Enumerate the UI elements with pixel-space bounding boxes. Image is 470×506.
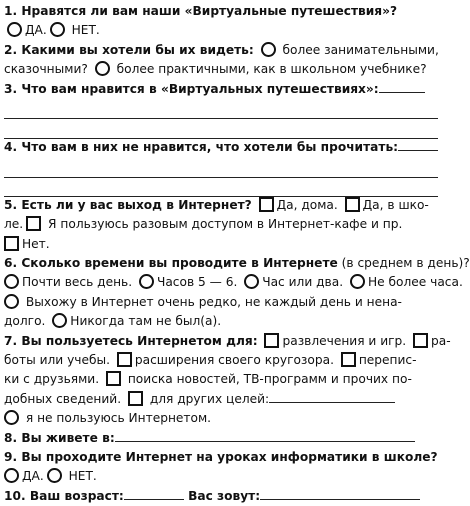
q6-never-label: Никогда там не был(а). bbox=[70, 314, 222, 329]
q7-chat-label-a: перепис- bbox=[358, 353, 417, 368]
q7-chat-checkbox[interactable] bbox=[341, 352, 356, 367]
q4-answer-line-2[interactable] bbox=[4, 177, 438, 197]
q7-line-5 bbox=[4, 409, 438, 428]
q10-line bbox=[4, 487, 438, 506]
q5-school-label-a: Да, в шко- bbox=[362, 197, 429, 212]
q3-line bbox=[4, 80, 438, 99]
q6-lt1h-radio[interactable] bbox=[350, 274, 365, 289]
q6-5-6h-label: Часов 5 — 6. bbox=[156, 275, 238, 290]
q2-option2-radio[interactable] bbox=[95, 61, 110, 76]
q2-line-1 bbox=[4, 41, 438, 60]
q5-cafe-checkbox[interactable] bbox=[26, 216, 41, 231]
q7-fun-label: развлечения и игр. bbox=[282, 333, 407, 348]
q6-allday-label: Почти весь день. bbox=[22, 275, 133, 290]
q7-fun-checkbox[interactable] bbox=[264, 333, 279, 348]
q7-none-label: я не пользуюсь Интернетом. bbox=[25, 411, 212, 426]
q7-outlook-label: расширения своего кругозора. bbox=[134, 353, 334, 368]
q7-other-label: для других целей: bbox=[149, 391, 270, 406]
q1-no-radio[interactable] bbox=[50, 22, 65, 37]
q7-work-checkbox[interactable] bbox=[413, 333, 428, 348]
q6-note: (в среднем в день)? bbox=[341, 256, 470, 271]
q10-age-field[interactable] bbox=[124, 499, 184, 500]
q5-cafe-label: Я пользуюсь разовым доступом в Интернет-кафе и пр. bbox=[48, 217, 403, 232]
q6-rarely-label-b: долго. bbox=[4, 314, 46, 329]
q2-option1-label-b: сказочными? bbox=[4, 62, 88, 77]
q5-school-label-b: ле. bbox=[4, 217, 24, 232]
q7-news-checkbox[interactable] bbox=[106, 371, 121, 386]
q2-question: 2. Какими вы хотели бы их видеть: bbox=[4, 42, 254, 57]
q6-line-1 bbox=[4, 254, 470, 273]
q9-yes-radio[interactable] bbox=[4, 468, 19, 483]
q5-no-label: Нет. bbox=[22, 236, 50, 251]
q6-1-2h-label: Час или два. bbox=[262, 275, 344, 290]
q3-answer-line-1[interactable] bbox=[4, 99, 438, 119]
q8-question: 8. Вы живете в: bbox=[4, 430, 115, 445]
q2-line-2 bbox=[4, 60, 438, 79]
q6-rarely-label-a: Выхожу в Интернет очень редко, не каждый день и нена- bbox=[25, 294, 402, 309]
q7-line-4 bbox=[4, 390, 438, 409]
q4-question: 4. Что вам в них не нравится, что хотели бы прочитать: bbox=[4, 139, 399, 154]
q5-line-2 bbox=[4, 215, 438, 234]
q2-option2-label: более практичными, как в школьном учебнике? bbox=[116, 62, 427, 77]
q1-answers bbox=[4, 21, 438, 40]
q5-question: 5. Есть ли у вас выход в Интернет? bbox=[4, 197, 252, 212]
q6-1-2h-radio[interactable] bbox=[244, 274, 259, 289]
q7-outlook-checkbox[interactable] bbox=[117, 352, 132, 367]
q5-line-1 bbox=[4, 196, 438, 215]
q4-answer-line-1[interactable] bbox=[4, 157, 438, 177]
q3-answer-line-2[interactable] bbox=[4, 118, 438, 138]
q9-no-radio[interactable] bbox=[47, 468, 62, 483]
q6-rarely-radio[interactable] bbox=[4, 294, 19, 309]
q3-answer-field[interactable] bbox=[379, 92, 425, 93]
q9-no-label: НЕТ. bbox=[68, 469, 97, 484]
q5-home-checkbox[interactable] bbox=[259, 197, 274, 212]
q9-answers bbox=[4, 467, 438, 486]
q7-news-label-a: поиска новостей, ТВ-программ и прочих по- bbox=[127, 372, 412, 387]
q10-name-field[interactable] bbox=[260, 499, 420, 500]
q1-question: 1. Нравятся ли вам наши «Виртуальные путешествия»? bbox=[4, 4, 398, 18]
q6-question: 6. Сколько времени вы проводите в Интернете bbox=[4, 256, 338, 271]
q9-yes-label: ДА. bbox=[22, 469, 44, 484]
q9-question: 9. Вы проходите Интернет на уроках информатики в школе? bbox=[4, 449, 438, 464]
q6-5-6h-radio[interactable] bbox=[139, 274, 154, 289]
q7-chat-label-b: ки с друзьями. bbox=[4, 372, 100, 387]
q8-city-field[interactable] bbox=[115, 441, 415, 442]
q7-line-2 bbox=[4, 351, 438, 370]
q5-no-checkbox[interactable] bbox=[4, 236, 19, 251]
q6-line-4 bbox=[4, 312, 438, 331]
q2-option1-radio[interactable] bbox=[261, 42, 276, 57]
q7-line-3 bbox=[4, 370, 438, 389]
q7-news-label-b: добных сведений. bbox=[4, 391, 122, 406]
q6-allday-radio[interactable] bbox=[4, 274, 19, 289]
q2-option1-label-a: более занимательными, bbox=[282, 42, 439, 57]
q1-no-label: НЕТ. bbox=[71, 23, 100, 38]
q8-line bbox=[4, 429, 438, 448]
q1-yes-label: ДА. bbox=[25, 23, 47, 38]
q6-line-2 bbox=[4, 273, 463, 292]
q7-other-checkbox[interactable] bbox=[128, 391, 143, 406]
q4-line bbox=[4, 138, 438, 157]
q10-name-label: Вас зовут: bbox=[188, 488, 261, 503]
q1-yes-radio[interactable] bbox=[7, 22, 22, 37]
q7-line-1 bbox=[4, 332, 451, 351]
q5-home-label: Да, дома. bbox=[276, 197, 338, 212]
q6-line-3 bbox=[4, 293, 438, 312]
q4-answer-field[interactable] bbox=[398, 150, 438, 151]
q7-work-label-b: боты или учебы. bbox=[4, 353, 110, 368]
q6-never-radio[interactable] bbox=[52, 313, 67, 328]
q7-other-field[interactable] bbox=[269, 402, 395, 403]
q10-question: 10. Ваш возраст: bbox=[4, 488, 124, 503]
q5-school-checkbox[interactable] bbox=[345, 197, 360, 212]
q5-line-3 bbox=[4, 235, 438, 254]
q7-none-radio[interactable] bbox=[4, 410, 19, 425]
q3-question: 3. Что вам нравится в «Виртуальных путешествиях»: bbox=[4, 81, 379, 96]
q6-lt1h-label: Не более часа. bbox=[367, 275, 463, 290]
q7-question: 7. Вы пользуетесь Интернетом для: bbox=[4, 333, 258, 348]
q7-work-label-a: ра- bbox=[431, 333, 451, 348]
